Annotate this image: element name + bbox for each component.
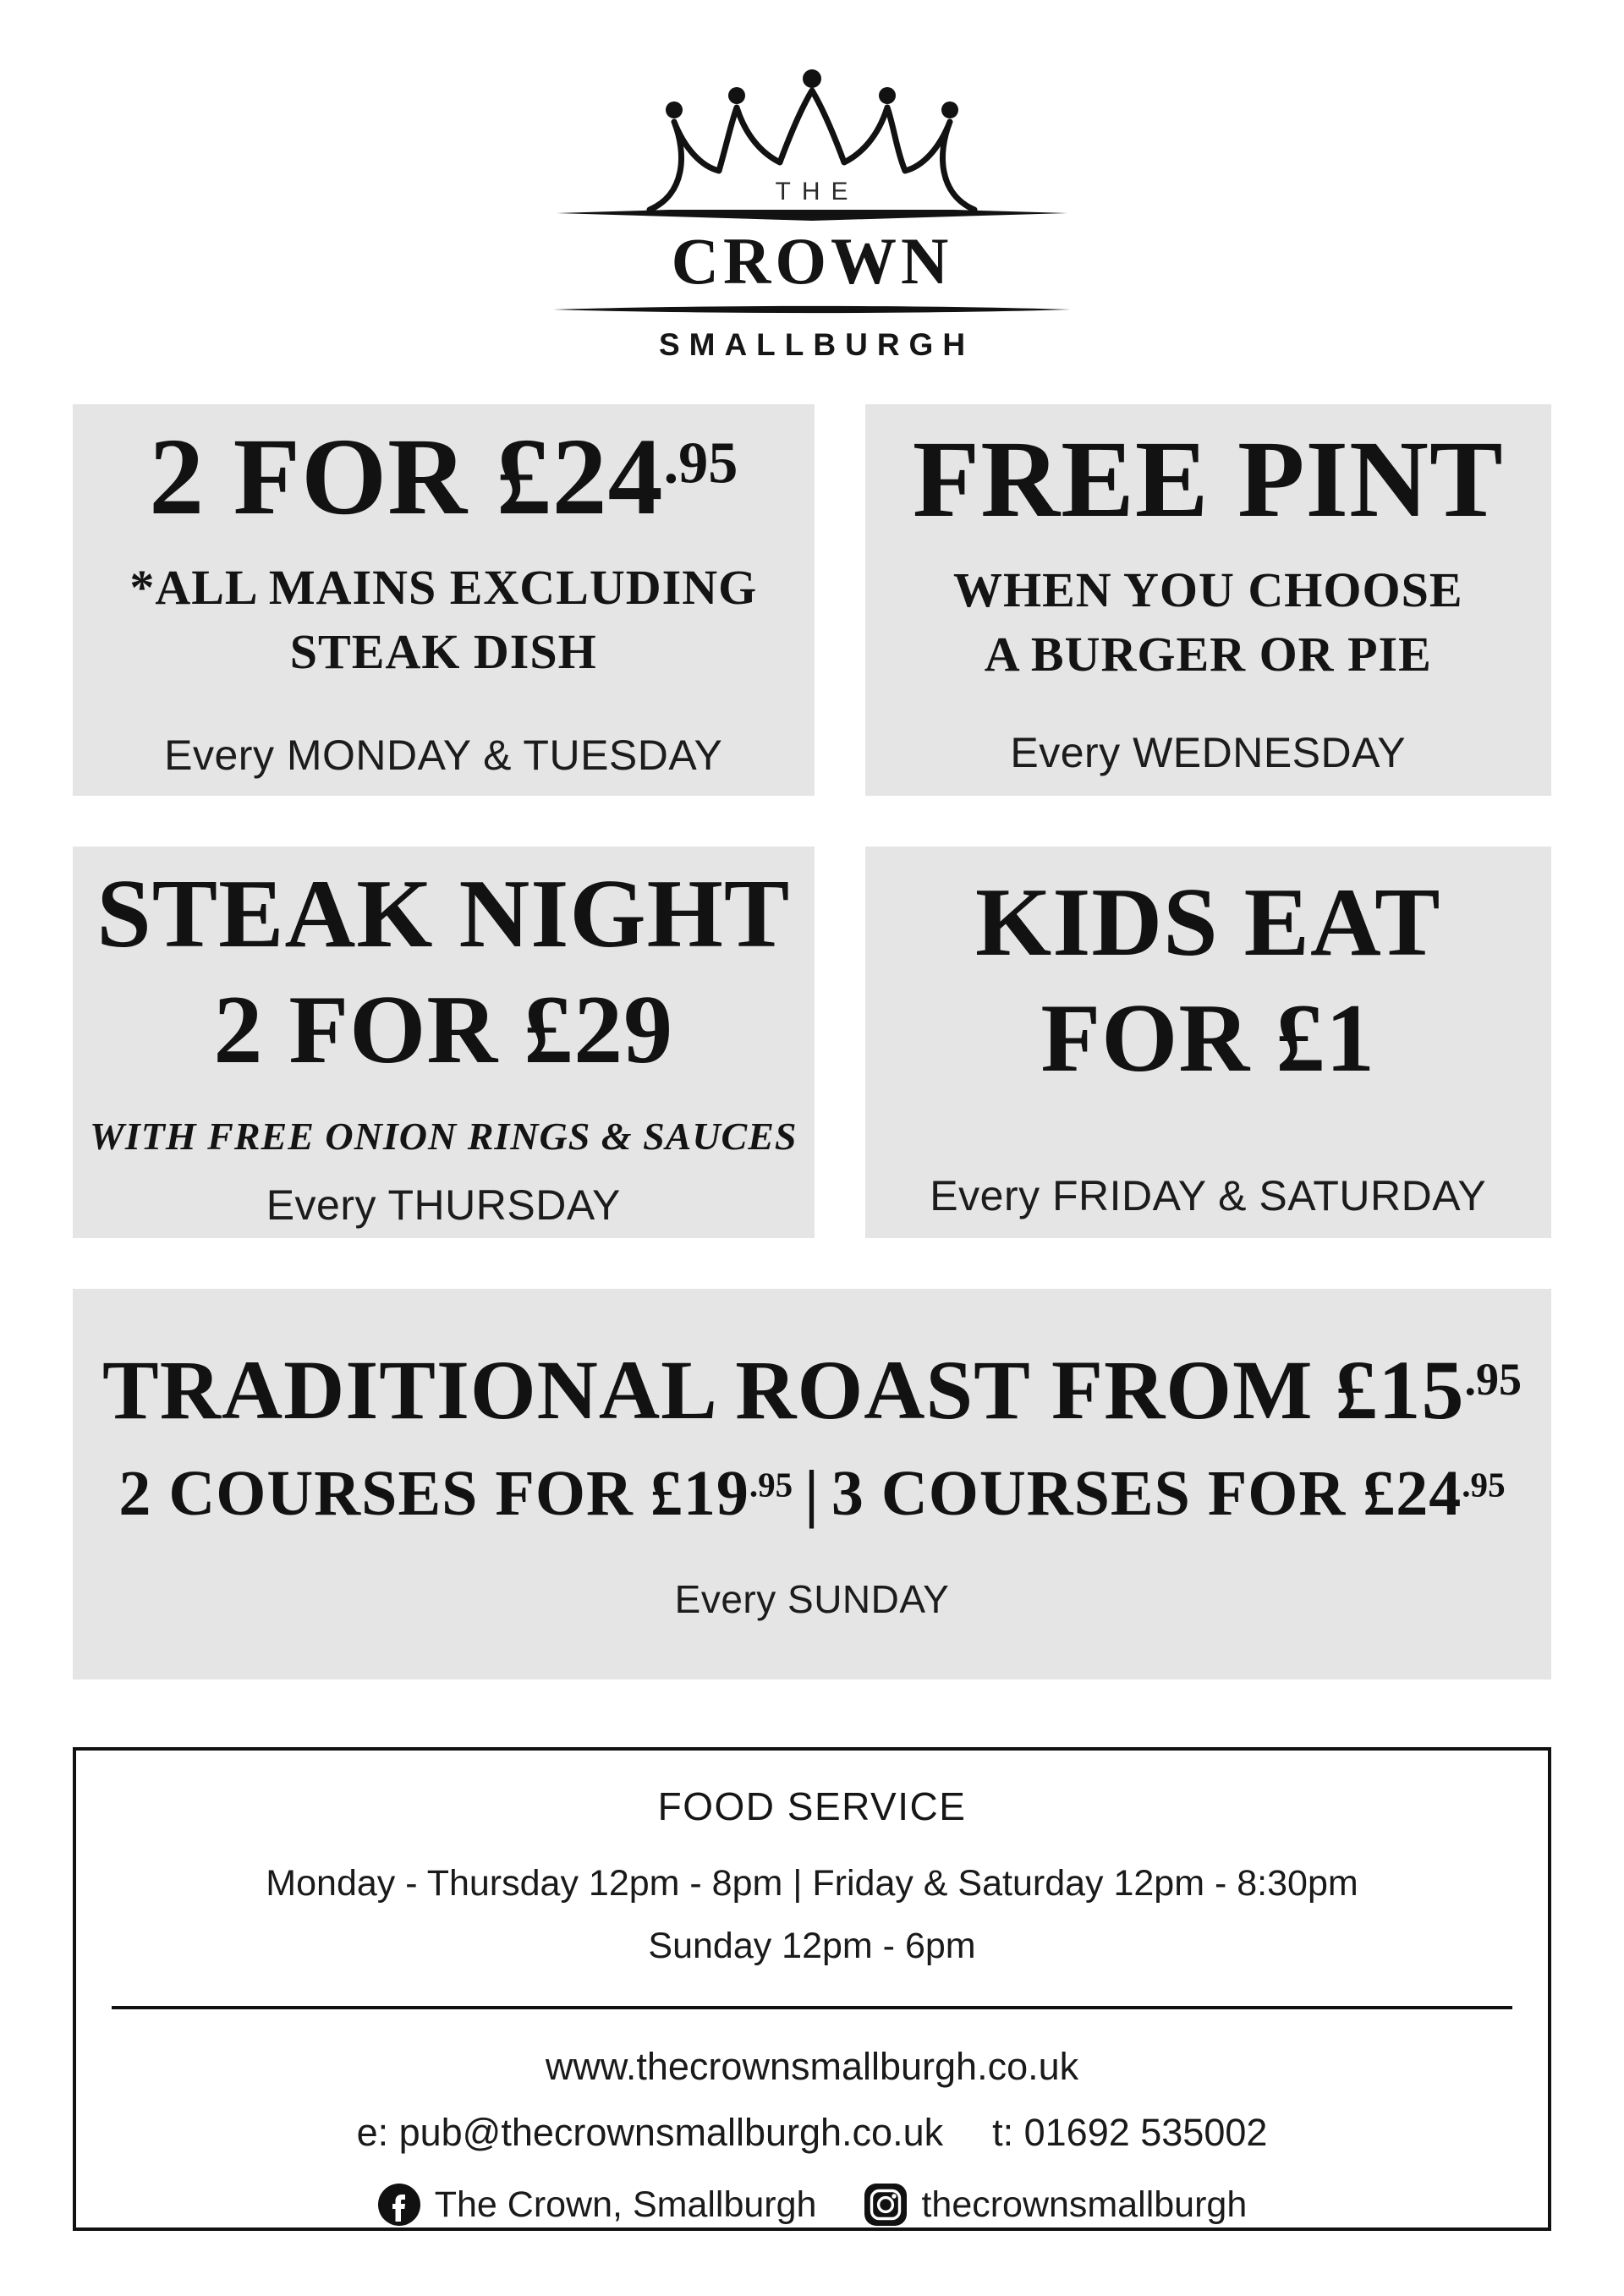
email-text: e: pub@thecrownsmallburgh.co.uk: [356, 2110, 944, 2154]
promo-box-steak-night: [73, 847, 815, 1238]
roast-3-courses-superscript: .95: [1462, 1465, 1506, 1504]
promo-day: Every WEDNESDAY: [1010, 728, 1407, 776]
pub-logo: [533, 44, 1091, 364]
phone-text: t: 01692 535002: [992, 2110, 1268, 2154]
roast-3-courses: 3 COURSES FOR £24: [831, 1457, 1462, 1529]
promo-subtitle-line2: A BURGER OR PIE: [984, 627, 1432, 682]
promo-day: Every MONDAY & TUESDAY: [164, 731, 723, 779]
promo-title: [149, 415, 738, 538]
promo-grid: [73, 404, 1551, 1680]
promo-subtitle-line2: STEAK DISH: [289, 624, 597, 680]
logo-name-text: CROWN: [671, 224, 953, 298]
promo-subtitle-line1: WHEN YOU CHOOSE: [952, 562, 1463, 617]
logo-location-text: SMALLBURGH: [658, 326, 975, 362]
promo-title-main: 2 FOR £24: [149, 415, 664, 538]
social-line: [76, 2183, 1548, 2227]
hours-weekdays: Monday - Thursday 12pm - 8pm | Friday & Saturday 12pm - 8:30pm: [266, 1863, 1358, 1904]
promo-box-2-for-24: [73, 404, 815, 796]
roast-2-courses-superscript: .95: [749, 1465, 793, 1504]
promo-title: [96, 857, 790, 1088]
promo-day: Every SUNDAY: [674, 1576, 950, 1621]
promo-day: Every THURSDAY: [266, 1181, 621, 1229]
promo-day: Every FRIDAY & SATURDAY: [930, 1172, 1487, 1220]
hours-sunday: Sunday 12pm - 6pm: [648, 1925, 976, 1966]
roast-courses-line: [118, 1457, 1506, 1529]
facebook-icon: [377, 2183, 421, 2227]
website-text: www.thecrownsmallburgh.co.uk: [545, 2044, 1079, 2088]
logo-divider-swash: [550, 303, 1074, 316]
contact-line: [76, 2111, 1548, 2155]
promo-title-line1: KIDS EAT: [974, 869, 1441, 978]
panel-divider: [112, 2006, 1512, 2009]
roast-2-courses: 2 COURSES FOR £19: [118, 1457, 749, 1529]
promo-box-traditional-roast: [73, 1289, 1551, 1680]
instagram-item: [864, 2183, 1247, 2227]
promo-title-line2: FOR £1: [1040, 984, 1376, 1093]
roast-title-main: TRADITIONAL ROAST FROM £15: [102, 1342, 1465, 1437]
promo-title-superscript: .95: [663, 430, 738, 496]
instagram-label: thecrownsmallburgh: [921, 2184, 1248, 2225]
promo-title-line1: STEAK NIGHT: [96, 859, 791, 968]
promo-subtitle: [129, 556, 757, 685]
roast-title: [102, 1342, 1522, 1437]
roast-separator: |: [804, 1457, 820, 1529]
promo-title: [975, 865, 1441, 1097]
promo-subtitle: [953, 558, 1463, 688]
promo-title-line2: 2 FOR £29: [213, 975, 674, 1084]
promo-box-kids-eat: [865, 847, 1551, 1238]
food-service-panel: [73, 1747, 1551, 2231]
promo-subtitle-line1: *ALL MAINS EXCLUDING: [129, 559, 758, 615]
instagram-icon: [864, 2183, 908, 2227]
promo-title: FREE PINT: [912, 418, 1504, 540]
food-service-heading: FOOD SERVICE: [657, 1784, 967, 1829]
promo-box-free-pint: [865, 404, 1551, 796]
facebook-label: The Crown, Smallburgh: [434, 2184, 817, 2225]
crown-icon: [550, 44, 1074, 222]
roast-title-superscript: .95: [1464, 1353, 1522, 1405]
logo-the-text: THE: [775, 178, 859, 205]
promo-subtitle: WITH FREE ONION RINGS & SAUCES: [90, 1115, 798, 1159]
facebook-item: [377, 2183, 817, 2227]
